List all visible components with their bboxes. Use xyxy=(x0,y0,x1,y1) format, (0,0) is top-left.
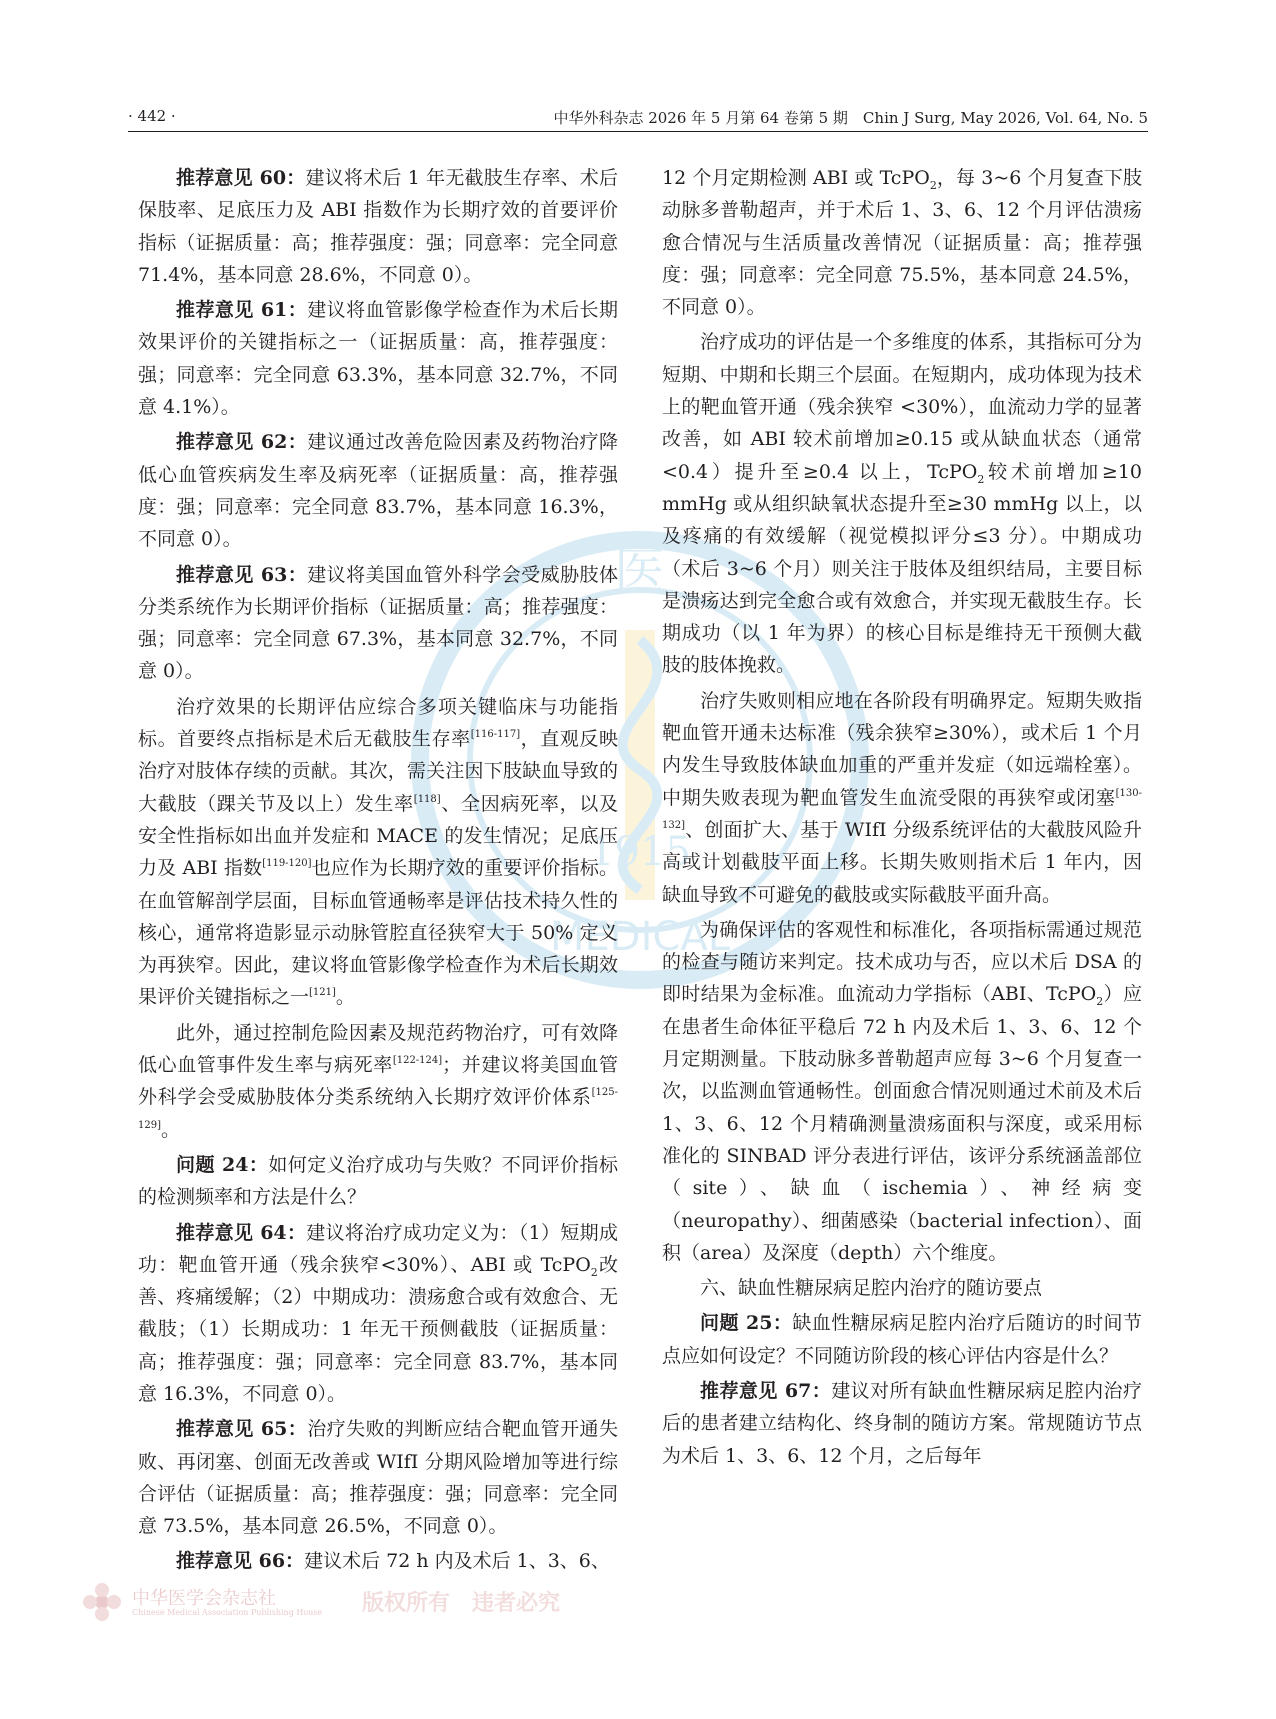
recommendation-60: 推荐意见 60：建议将术后 1 年无截肢生存率、术后保肢率、足底压力及 ABI 指数作为长期疗效的首要评价指标（证据质量：高；推荐强度：强；同意率：完全同意 71.4%，基本同意 28.6%，不同意 0）。 xyxy=(138,167,618,286)
recommendation-61: 推荐意见 61：建议将血管影像学检查作为术后长期效果评价的关键指标之一（证据质量：高，推荐强度：强；同意率：完全同意 63.3%，基本同意 32.7%，不同意 4.1%）。 xyxy=(138,299,618,419)
recommendation-66: 推荐意见 66：建议术后 72 h 内及术后 1、3、6、 xyxy=(176,1550,610,1573)
question-25: 问题 25：缺血性糖尿病足腔内治疗后随访的时间节点应如何设定？不同随访阶段的核心评估内容是什么？ xyxy=(662,1312,1142,1367)
recommendation-62: 推荐意见 62：建议通过改善危险因素及药物治疗降低心血管疾病发生率及病死率（证据质量：高，推荐强度：强；同意率：完全同意 83.7%，基本同意 16.3%，不同意 0）。 xyxy=(138,431,618,551)
page-number: · 442 · xyxy=(128,107,176,125)
recommendation-64: 推荐意见 64：建议将治疗成功定义为：（1）短期成功：靶血管开通（残余狭窄<30%）、ABI 或 TcPO$_2$改善、疼痛缓解；（2）中期成功：溃疡愈合或有效愈合、无截肢；（1）长期成功：1 年无干预侧截肢（证据质量：高；推荐强度：强；同意率：完全同意 83.7%，基本同意 16.3%，不同意 0）。 xyxy=(138,1221,618,1405)
body-paragraph: 为确保评估的客观性和标准化，各项指标需通过规范的检查与随访来判定。技术成功与否，应以术后 DSA 的即时结果为金标准。血流动力学指标（ABI、TcPO$_2$）应在患者生命体征平稳后 72 h 内及术后 1、3、6、12 个月定期测量。下肢动脉多普勒超声应每 3~6 个月复查一次，以监测血管通畅性。创面愈合情况则通过术前及术后 1、3、6、12 个月精确测量溃疡面积与深度，或采用标准化的 SINBAD 评分表进行评估，该评分系统涵盖部位（site）、缺血（ischemia）、神经病变（neuropathy）、细菌感染（bacterial infection）、面积（area）及深度（depth）六个维度。 xyxy=(662,918,1142,1264)
body-paragraph: 治疗效果的长期评估应综合多项关键临床与功能指标。首要终点指标是术后无截肢生存率[116-117]，直观反映治疗对肢体存续的贡献。其次，需关注因下肢缺血导致的大截肢（踝关节及以上）发生率[118]、全因病死率，以及安全性指标如出血并发症和 MACE 的发生情况；足底压力及 ABI 指数[119-120]也应作为长期疗效的重要评价指标。在血管解剖学层面，目标血管通畅率是评估技术持久性的核心，通常将造影显示动脉管腔直径狭窄大于 50% 定义为再狭窄。因此，建议将血管影像学检查作为术后长期效果评价关键指标之一[121]。 xyxy=(138,695,618,1009)
copyright-slogan: 版权所有 违者必究 xyxy=(362,1590,561,1616)
publisher-footer-logo xyxy=(82,1580,642,1630)
journal-citation: 中华外科杂志 2026 年 5 月第 64 卷第 5 期 Chin J Surg, May 2026, Vol. 64, No. 5 xyxy=(553,109,1148,127)
running-header xyxy=(128,103,1148,132)
body-paragraph: 治疗失败则相应地在各阶段有明确界定。短期失败指靶血管开通未达标准（残余狭窄≥30%），或术后 1 个月内发生导致肢体缺血加重的严重并发症（如远端栓塞）。中期失败表现为靶血管发生血流受限的再狭窄或闭塞[130-132]、创面扩大、基于 WIfI 分级系统评估的大截肢风险升高或计划截肢平面上移。长期失败则指术后 1 年内，因缺血导致不可避免的截肢或实际截肢平面升高。 xyxy=(662,689,1142,906)
question-24: 问题 24：如何定义治疗成功与失败？不同评价指标的检测频率和方法是什么？ xyxy=(138,1153,618,1209)
svg-text:1915: 1915 xyxy=(589,829,691,875)
publisher-name-en: Chinese Medical Association Publishing House xyxy=(132,1608,323,1617)
recommendation-63: 推荐意见 63：建议将美国血管外科学会受威胁肢体分类系统作为长期评价指标（证据质量：高；推荐强度：强；同意率：完全同意 67.3%，基本同意 32.7%，不同意 0）。 xyxy=(138,563,618,683)
left-column xyxy=(138,162,618,1581)
body-paragraph: 治疗成功的评估是一个多维度的体系，其指标可分为短期、中期和长期三个层面。在短期内，成功体现为技术上的靶血管开通（残余狭窄 <30%），血流动力学的显著改善，如 ABI 较术前增加≥0.15 或从缺血状态（通常<0.4）提升至≥0.4 以上，TcPO$_2$较术前增加≥10 mmHg 或从组织缺氧状态提升至≥30 mmHg 以上，以及疼痛的有效缓解（视觉模拟评分≤3 分）。中期成功（术后 3~6 个月）则关注于肢体及组织结局，主要目标是溃疡达到完全愈合或有效愈合，并实现无截肢生存。长期成功（以 1 年为界）的核心目标是维持无干预侧大截肢的肢体挽救。 xyxy=(662,331,1142,677)
publisher-name-cn: 中华医学会杂志社 xyxy=(132,1588,276,1609)
svg-text:MEDICAL: MEDICAL xyxy=(550,914,730,960)
recommendation-66-continued: 12 个月定期检测 ABI 或 TcPO$_2$，每 3~6 个月复查下肢动脉多普勒超声，并于术后 1、3、6、12 个月评估溃疡愈合情况与生活质量改善情况（证据质量：高；推荐强度：强；同意率：完全同意 75.5%，基本同意 24.5%，不同意 0）。 xyxy=(662,167,1142,319)
svg-text:医: 医 xyxy=(613,543,667,603)
right-column xyxy=(662,162,1142,1475)
flower-logo-icon xyxy=(82,1582,122,1622)
body-paragraph: 此外，通过控制危险因素及规范药物治疗，可有效降低心血管事件发生率与病死率[122-124]；并建议将美国血管外科学会受威胁肢体分类系统纳入长期疗效评价体系[125-129]。 xyxy=(138,1021,618,1141)
recommendation-65: 推荐意见 65：治疗失败的判断应结合靶血管开通失败、再闭塞、创面无改善或 WIfI 分期风险增加等进行综合评估（证据质量：高；推荐强度：强；同意率：完全同意 73.5%，基本同意 26.5%，不同意 0）。 xyxy=(138,1418,618,1538)
recommendation-67: 推荐意见 67：建议对所有缺血性糖尿病足腔内治疗后的患者建立结构化、终身制的随访方案。常规随访节点为术后 1、3、6、12 个月，之后每年 xyxy=(662,1379,1142,1467)
section-heading: 六、缺血性糖尿病足腔内治疗的随访要点 xyxy=(700,1277,1043,1300)
